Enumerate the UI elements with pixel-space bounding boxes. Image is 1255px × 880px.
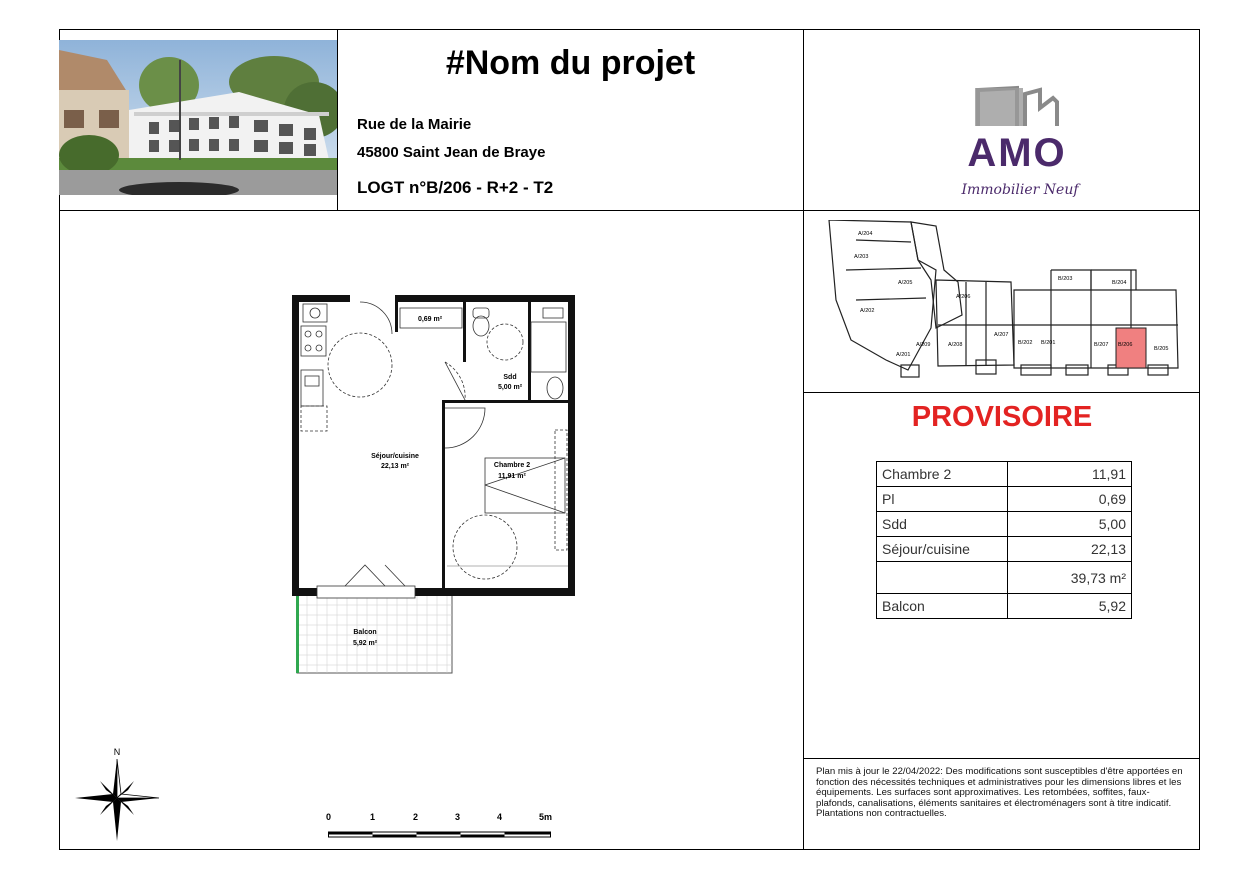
surfaces-table (876, 461, 1132, 619)
kp-label-a202: A/202 (860, 308, 875, 314)
room-name: Pl (877, 487, 1008, 512)
kp-label-b206: B/206 (1118, 342, 1133, 348)
room-name: Chambre 2 (877, 462, 1008, 487)
sejour-name-label: Séjour/cuisine (371, 453, 419, 460)
total-area: 39,73 m² (1008, 562, 1132, 594)
kp-label-a203: A/203 (854, 254, 869, 260)
kp-label-b207: B/207 (1094, 342, 1109, 348)
sejour-area-label: 22,13 m² (380, 463, 410, 470)
room-area: 11,91 (1008, 462, 1132, 487)
building-photo (59, 40, 337, 195)
table-row (877, 562, 1132, 594)
address-city: 45800 Saint Jean de Braye (357, 144, 546, 161)
scale-label-1: 1 (370, 812, 376, 822)
svg-text:Immobilier Neuf: Immobilier Neuf (961, 182, 1079, 198)
room-name: Séjour/cuisine (877, 537, 1008, 562)
kp-label-a206: A/206 (956, 294, 971, 300)
room-area: 22,13 (1008, 537, 1132, 562)
room-name (877, 562, 1008, 594)
lot-reference: LOGT n°B/206 - R+2 - T2 (357, 178, 554, 197)
chambre-name-label: Chambre 2 (493, 462, 531, 469)
north-compass (70, 745, 165, 845)
table-row (877, 594, 1132, 619)
scale-label-4: 4 (497, 812, 503, 822)
address-street: Rue de la Mairie (357, 116, 472, 133)
table-row (877, 462, 1132, 487)
room-area: 5,92 (1008, 594, 1132, 619)
kp-label-a204: A/204 (858, 231, 873, 237)
room-name: Balcon (877, 594, 1008, 619)
kp-label-a209: A/209 (916, 342, 931, 348)
scale-label-2: 2 (413, 812, 419, 822)
kp-label-a201: A/201 (896, 352, 911, 358)
divider-v2 (803, 29, 804, 850)
room-name: Sdd (877, 512, 1008, 537)
sdd-area-label: 5,00 m² (497, 384, 523, 391)
divider-h3 (803, 758, 1200, 759)
table-row (877, 512, 1132, 537)
kp-label-a207: A/207 (994, 332, 1009, 338)
balcon-area-label: 5,92 m² (352, 640, 378, 647)
scale-bar (328, 826, 553, 834)
amo-logo (945, 84, 1095, 204)
placard-area-label: 0,69 m² (417, 316, 443, 323)
compass-north-label: N (113, 747, 121, 757)
kp-label-b201: B/201 (1041, 340, 1056, 346)
svg-text:AMO: AMO (967, 131, 1067, 175)
disclaimer-note: Plan mis à jour le 22/04/2022: Des modifications sont susceptibles d'être apportées en fonction des nécessités techniques et administratives pour les dimensions libres et les équipements. Les surfaces sont approximatives. Les retombées, soffites, faux-plafonds, canalisations, éléments sanitaires et électroménagers sont à titre indicatif. Plantations non contractuelles. (816, 766, 1183, 819)
kp-label-b205: B/205 (1154, 346, 1169, 352)
scale-label-3: 3 (455, 812, 461, 822)
balcon-name-label: Balcon (353, 629, 377, 636)
key-plan (826, 220, 1181, 380)
divider-h2 (803, 392, 1200, 393)
table-row (877, 537, 1132, 562)
chambre-area-label: 11,91 m² (498, 473, 526, 480)
scale-label-5m: 5m (539, 812, 553, 822)
project-title: #Nom du projet (445, 44, 696, 82)
kp-label-b204: B/204 (1112, 280, 1127, 286)
divider-h1 (59, 210, 1200, 211)
status-provisoire: PROVISOIRE (911, 401, 1093, 433)
room-area: 0,69 (1008, 487, 1132, 512)
floor-plan (285, 290, 585, 680)
kp-label-a205: A/205 (898, 280, 913, 286)
kp-label-b203: B/203 (1058, 276, 1073, 282)
kp-label-b202: B/202 (1018, 340, 1033, 346)
sdd-name-label: Sdd (503, 374, 517, 381)
room-area: 5,00 (1008, 512, 1132, 537)
table-row (877, 487, 1132, 512)
scale-label-0: 0 (326, 812, 332, 822)
kp-label-a208: A/208 (948, 342, 963, 348)
